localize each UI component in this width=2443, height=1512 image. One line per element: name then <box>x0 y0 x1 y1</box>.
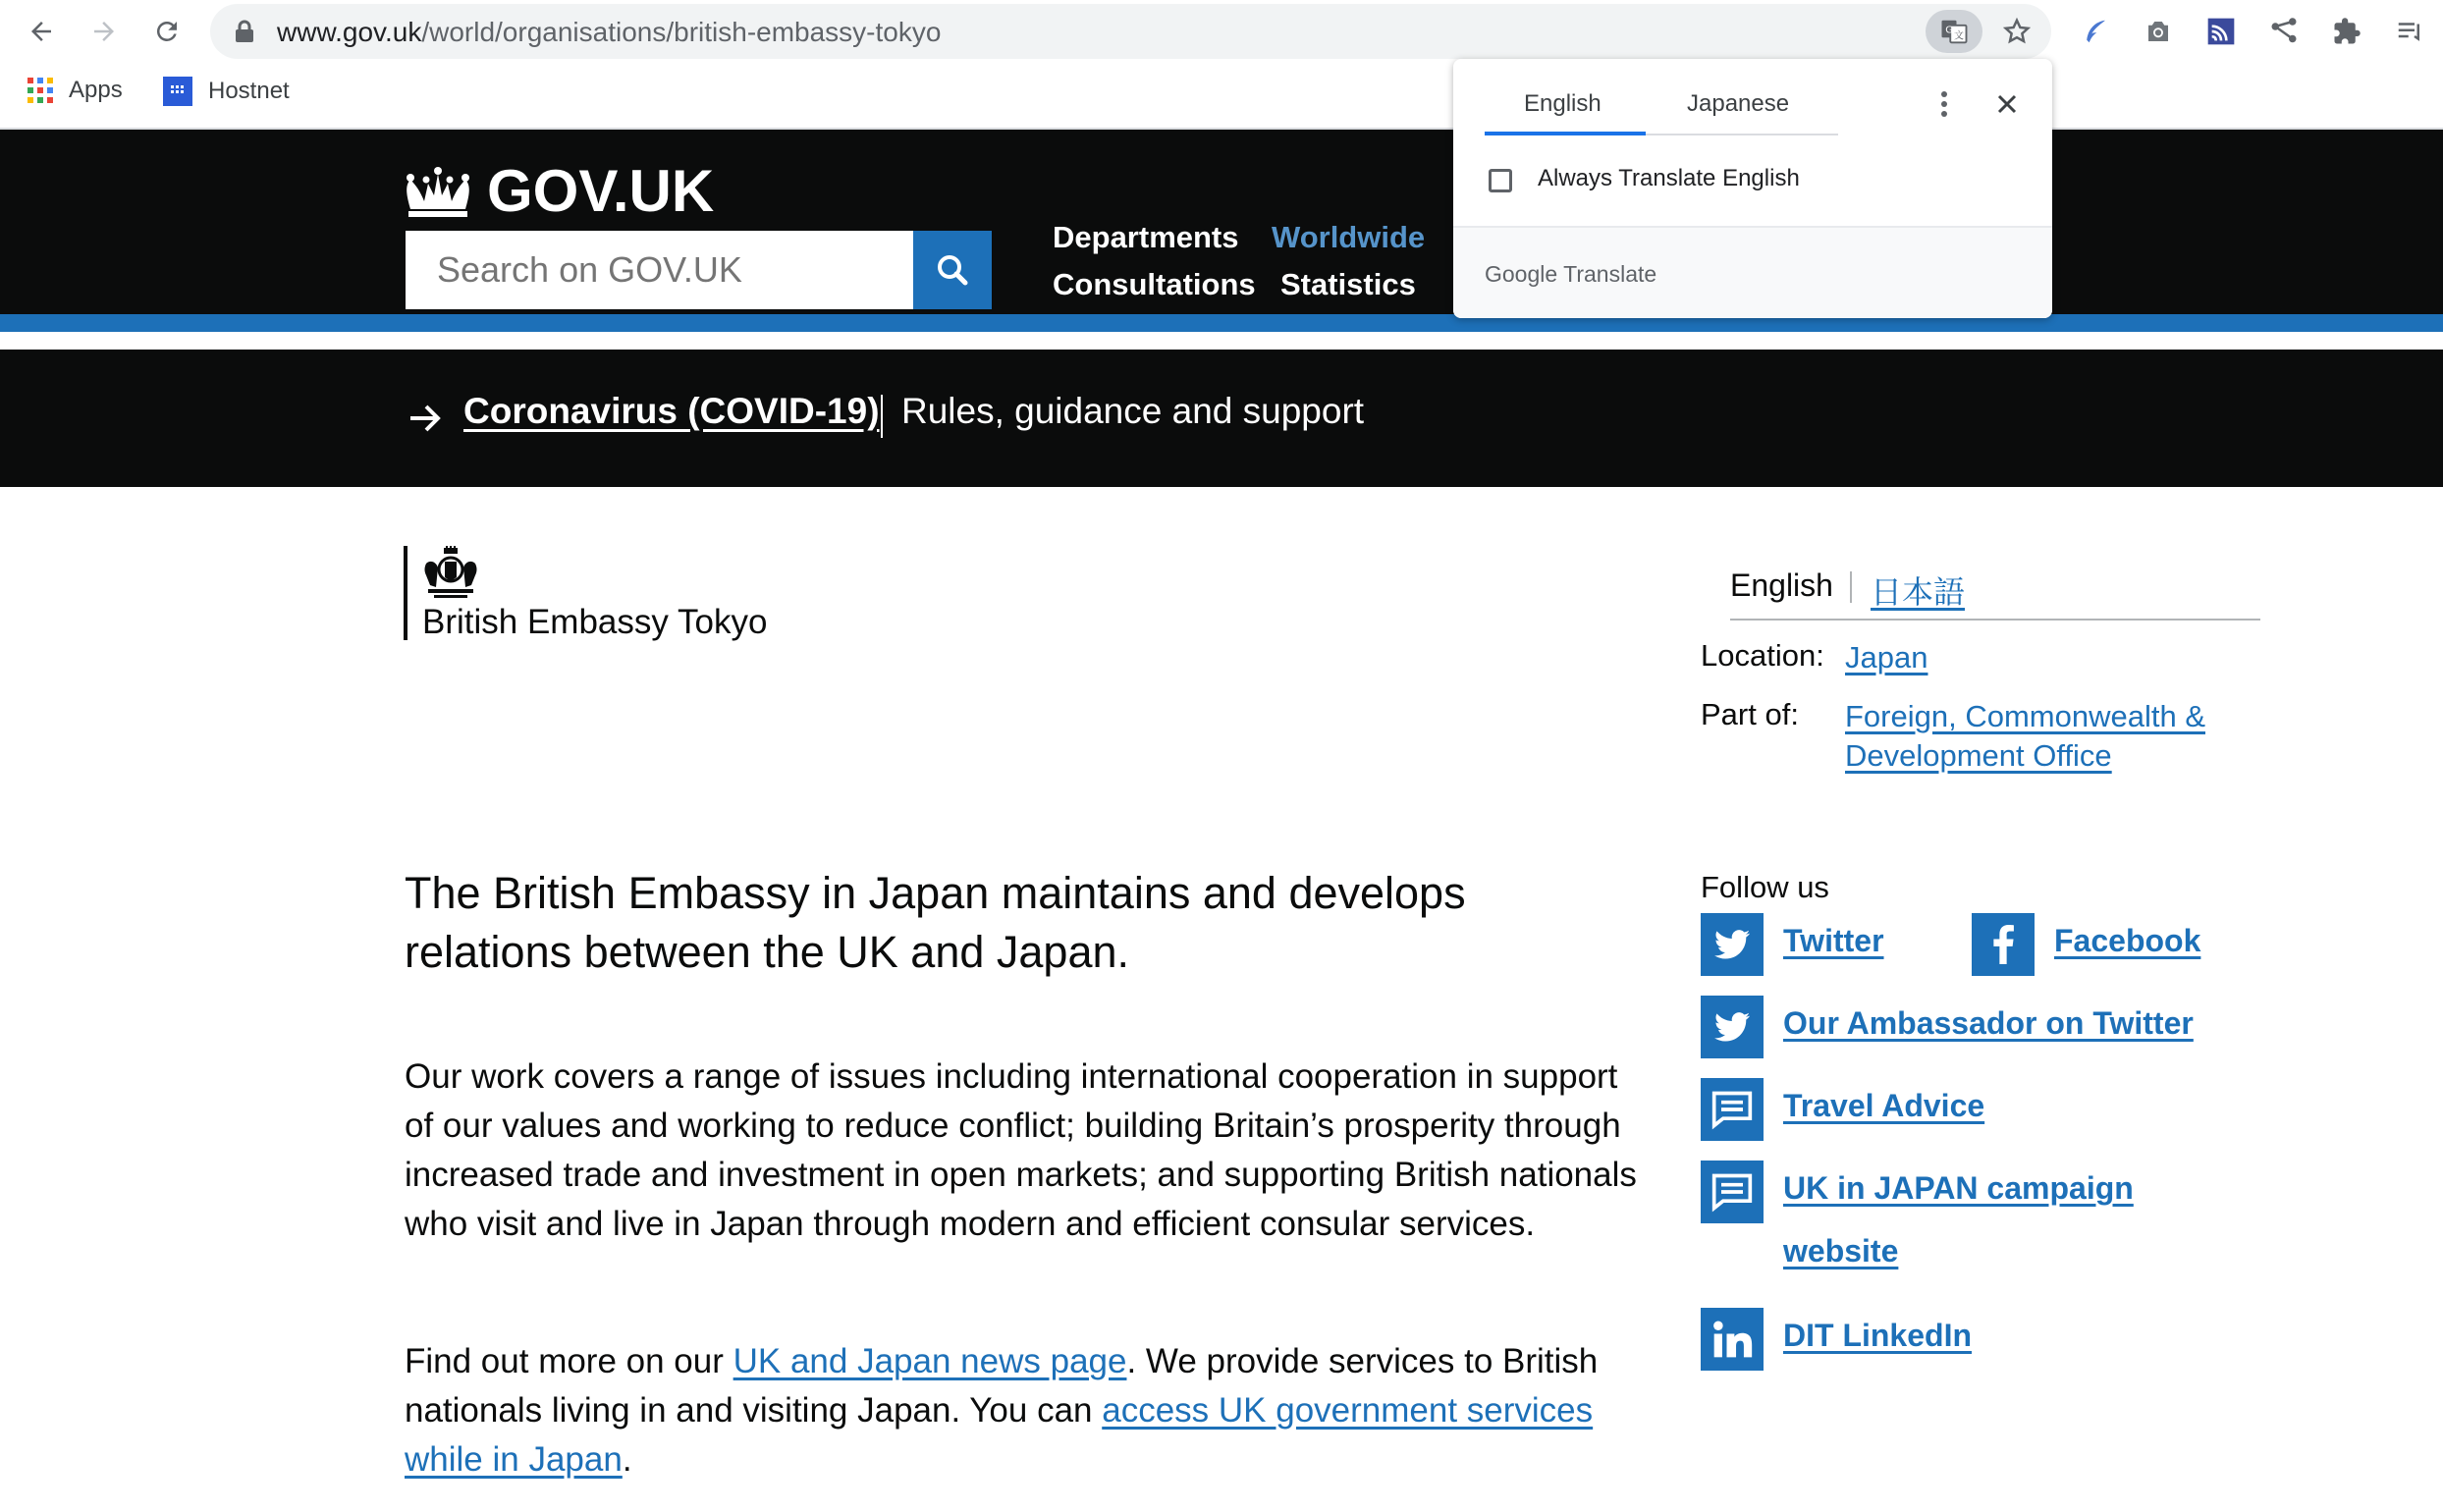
translate-tab-japanese[interactable]: Japanese <box>1687 90 1790 117</box>
svg-text:G: G <box>1945 25 1953 36</box>
language-switcher <box>1730 567 2260 621</box>
arrow-right-icon <box>89 17 119 46</box>
reading-list-button[interactable] <box>2388 10 2431 53</box>
location-link[interactable]: Japan <box>1845 640 1928 675</box>
url-text: www.gov.uk/world/organisations/british-embassy-tokyo <box>277 17 942 47</box>
govuk-logo-text: GOV.UK <box>487 158 715 224</box>
reading-list-icon <box>2395 17 2424 46</box>
covid-description: Rules, guidance and support <box>901 391 1365 431</box>
always-translate-label[interactable]: Always Translate English <box>1538 165 1800 191</box>
campaign-website-link-line1[interactable]: UK in JAPAN campaign <box>1783 1170 2134 1206</box>
always-translate-checkbox[interactable] <box>1489 169 1512 192</box>
arrow-left-icon <box>27 17 56 46</box>
govuk-header <box>0 130 2443 332</box>
search-input[interactable] <box>406 231 913 309</box>
translate-icon <box>1939 17 1969 46</box>
cast-icon <box>2205 16 2237 47</box>
more-vert-icon <box>1941 90 1947 118</box>
follow-us-heading: Follow us <box>1701 870 1829 904</box>
share-nodes-icon <box>2269 17 2299 46</box>
nav-statistics[interactable]: Statistics <box>1280 267 1416 301</box>
extension-cast-button[interactable] <box>2199 10 2243 53</box>
extension-camera-button[interactable] <box>2137 10 2180 53</box>
translate-active-tab-indicator <box>1485 132 1646 135</box>
hostnet-favicon-icon <box>163 77 192 106</box>
translate-tab-english[interactable]: English <box>1524 90 1602 117</box>
part-of-link[interactable]: Foreign, Commonwealth & Development Office <box>1845 699 2205 773</box>
translate-close-button[interactable] <box>1991 88 2023 120</box>
linkedin-icon[interactable] <box>1701 1308 1764 1371</box>
twitter-icon[interactable] <box>1701 913 1764 976</box>
body-paragraph-services <box>405 1337 1642 1485</box>
bookmark-star-button[interactable] <box>1997 12 2036 51</box>
organisation-name[interactable]: British Embassy Tokyo <box>422 603 768 641</box>
translate-brand: Translate <box>1563 261 1657 287</box>
translate-button[interactable] <box>1926 10 1982 53</box>
puzzle-icon <box>2332 17 2362 46</box>
lead-paragraph: The British Embassy in Japan maintains and develops relations between the UK and Japan. <box>405 868 1466 977</box>
language-divider <box>1850 571 1852 603</box>
google-translate-brand <box>1485 261 1656 288</box>
part-of-label: Part of: <box>1701 697 1799 731</box>
covid-divider <box>881 395 883 438</box>
back-button[interactable] <box>18 8 65 55</box>
translate-popup <box>1453 59 2052 318</box>
search-button[interactable] <box>913 231 992 309</box>
facebook-icon[interactable] <box>1972 913 2035 976</box>
camera-icon <box>2144 17 2173 46</box>
royal-coat-of-arms-icon <box>420 546 481 601</box>
address-bar[interactable] <box>210 4 2051 59</box>
location-label: Location: <box>1701 638 1824 673</box>
bookmark-apps-label: Apps <box>69 77 123 103</box>
twitter-link[interactable]: Twitter <box>1783 923 1884 958</box>
nav-departments[interactable]: Departments <box>1053 220 1239 254</box>
travel-advice-link[interactable]: Travel Advice <box>1783 1088 1985 1123</box>
govuk-logo[interactable] <box>403 157 714 225</box>
search-icon <box>933 250 972 290</box>
linkedin-link[interactable]: DIT LinkedIn <box>1783 1318 1972 1353</box>
news-page-link[interactable]: UK and Japan news page <box>733 1342 1127 1380</box>
reload-button[interactable] <box>143 8 190 55</box>
bookmark-apps[interactable] <box>27 77 123 104</box>
lock-icon[interactable] <box>234 20 255 43</box>
access-services-link[interactable]: access UK government services while in Japan <box>405 1391 1594 1479</box>
campaign-website-link-line2[interactable]: website <box>1783 1233 1899 1269</box>
extension-feather-button[interactable] <box>2074 10 2117 53</box>
nav-consultations[interactable]: Consultations <box>1053 267 1256 301</box>
star-icon <box>2002 17 2032 46</box>
bookmark-hostnet[interactable] <box>163 77 290 106</box>
facebook-link[interactable]: Facebook <box>2054 923 2201 958</box>
extensions-button[interactable] <box>2325 10 2368 53</box>
travel-advice-icon[interactable] <box>1701 1078 1764 1141</box>
apps-grid-icon <box>27 78 53 103</box>
bookmark-hostnet-label: Hostnet <box>208 78 290 104</box>
language-current: English <box>1730 567 1833 603</box>
google-brand: Google <box>1485 261 1558 287</box>
ambassador-twitter-link[interactable]: Our Ambassador on Twitter <box>1783 1005 2194 1041</box>
body2-text-b: . We provide services to British nationals living in and visiting Japan. You can <box>405 1342 1599 1430</box>
twitter-ambassador-icon[interactable] <box>1701 996 1764 1058</box>
close-icon <box>1996 93 2018 115</box>
extension-share-button[interactable] <box>2262 10 2306 53</box>
translate-footer <box>1453 226 2052 318</box>
body2-text-a: Find out more on our <box>405 1342 733 1380</box>
translate-options-button[interactable] <box>1932 86 1956 122</box>
feather-icon <box>2081 17 2110 46</box>
nav-worldwide[interactable]: Worldwide <box>1272 220 1426 254</box>
covid-link[interactable]: Coronavirus (COVID-19) <box>463 391 880 431</box>
browser-chrome <box>0 0 2443 130</box>
body2-text-c: . <box>622 1440 632 1479</box>
arrow-right-icon <box>407 399 446 438</box>
campaign-website-icon[interactable] <box>1701 1161 1764 1223</box>
crown-icon <box>403 166 473 217</box>
forward-button[interactable] <box>81 8 128 55</box>
covid-banner <box>0 350 2443 487</box>
body-paragraph-work: Our work covers a range of issues including international cooperation in support of our values and working to reduce conflict; building Britain’s prosperity through increased trade and investment in open markets; and supporting British nationals who visit and live in Japan through modern and efficient consular services. <box>405 1057 1637 1243</box>
header-blue-bar <box>0 314 2443 332</box>
language-japanese-link[interactable]: 日本語 <box>1871 574 1966 610</box>
reload-icon <box>152 17 182 46</box>
svg-text:文: 文 <box>1954 30 1964 42</box>
